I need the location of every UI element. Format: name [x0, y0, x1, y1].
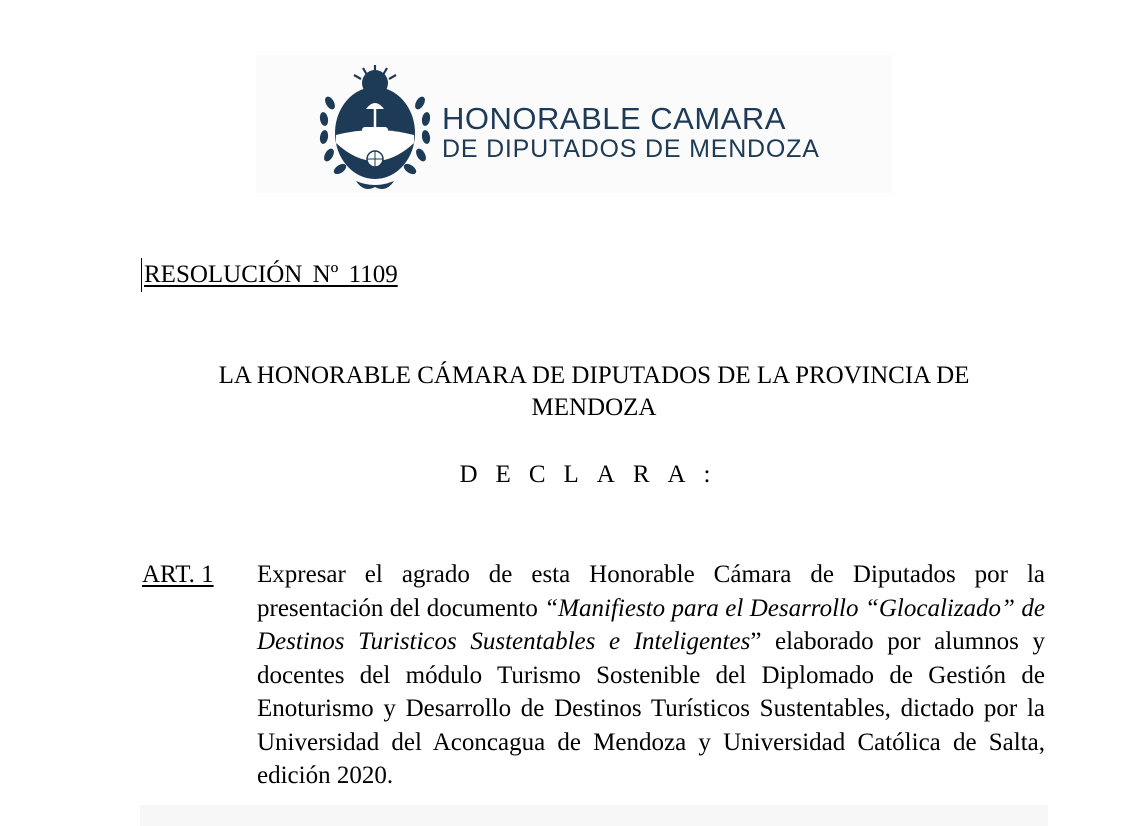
org-name-line2: DE DIPUTADOS DE MENDOZA: [442, 135, 820, 163]
org-name: [442, 103, 820, 162]
article-text-part2: ” elaborado por alumnos y docentes del módulo Turismo Sostenible del Diplomado de Gestión de Enoturismo y Desarrollo de Destinos Turísticos Sustentables, dictado por la Universidad del Aconcagua de Mendoza y Universidad Católica de Salta, edición 2020.: [257, 628, 1045, 789]
article-document-title: “Manifiesto para el Desarrollo “Glocalizado” de Destinos Turisticos Sustentables e Inteligentes: [257, 594, 1045, 655]
chamber-heading: [140, 360, 1048, 424]
article-label: ART. 1: [142, 561, 214, 588]
letterhead: [256, 55, 892, 193]
org-name-line1: HONORABLE CAMARA: [442, 101, 786, 136]
chamber-heading-line2: MENDOZA: [531, 394, 657, 421]
declara-heading: DECLARA:: [459, 461, 729, 488]
coat-of-arms-icon: [316, 63, 434, 193]
resolution-title: [141, 258, 398, 292]
article-text-part1: Expresar el agrado de esta Honorable Cámara de Diputados por la presentación del documento: [257, 561, 1045, 622]
article-body: [257, 558, 1045, 793]
chamber-heading-line1: LA HONORABLE CÁMARA DE DIPUTADOS DE LA PROVINCIA DE: [218, 362, 970, 389]
resolution-number: RESOLUCIÓN Nº 1109: [144, 261, 398, 288]
page-bottom-strip: [140, 805, 1048, 826]
